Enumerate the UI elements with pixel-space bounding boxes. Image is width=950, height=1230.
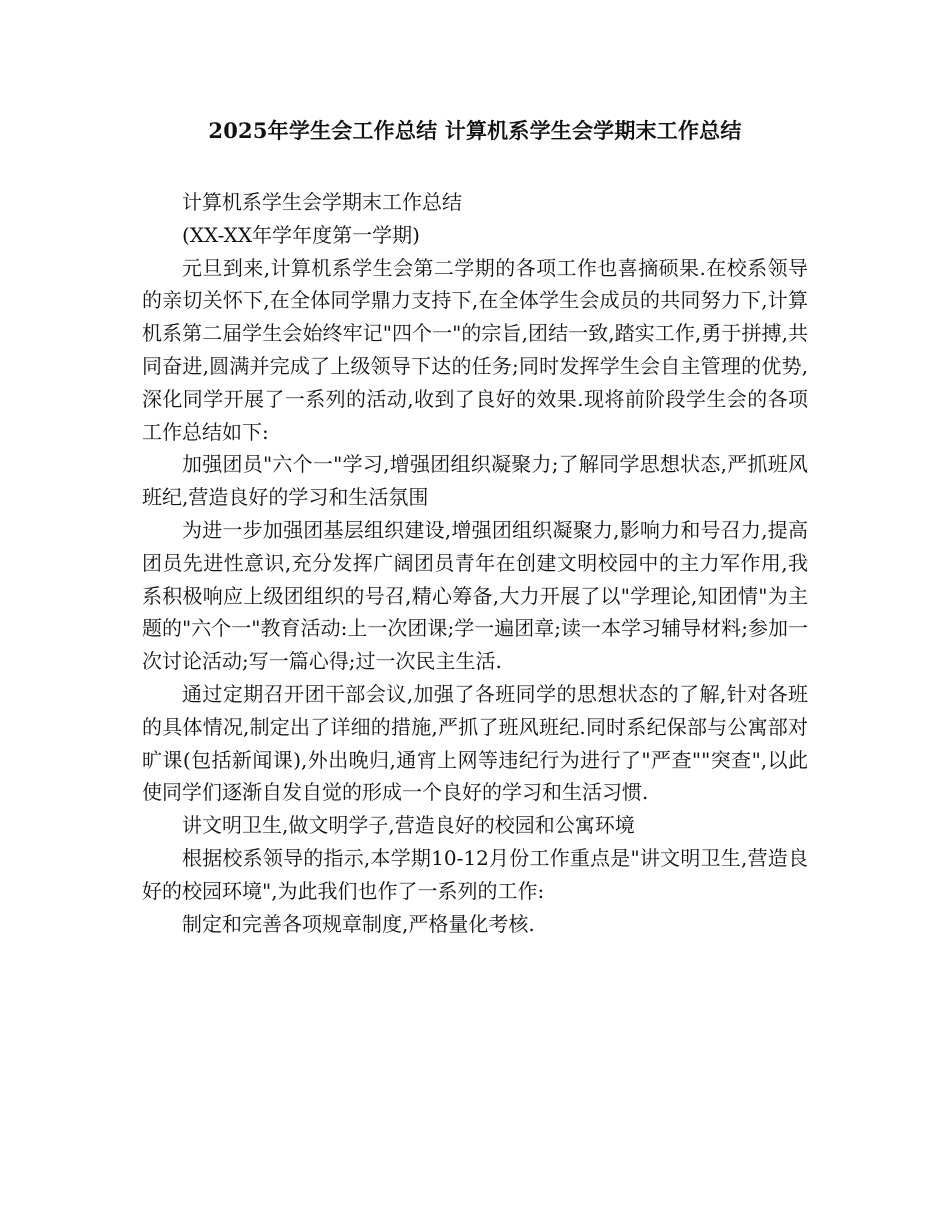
paragraph-discipline: 通过定期召开团干部会议,加强了各班同学的思想状态的了解,针对各班的具体情况,制定出了详细的措施,严抓了班风班纪.同时系纪保部与公寓部对旷课(包括新闻课),外出晚归,通宵上网等违纪行为进行了"严查""突查",以此使同学们逐渐自发自觉的形成一个良好的学习和生活习惯.	[142, 681, 808, 805]
paragraph-heading-hygiene: 讲文明卫生,做文明学子,营造良好的校园和公寓环境	[182, 813, 635, 838]
paragraph-league-activities: 为进一步加强团基层组织建设,增强团组织凝聚力,影响力和号召力,提高团员先进性意识,充分发挥广阔团员青年在创建文明校园中的主力军作用,我系积极响应上级团组织的号召,精心筹备,大力开展了以"学理论,知团情"为主题的"六个一"教育活动:上一次团课;学一遍团章;读一本学习辅导材料;参加一次讨论活动;写一篇心得;过一次民主生活.	[142, 517, 808, 674]
document-body	[142, 186, 808, 940]
paragraph-heading-league: 加强团员"六个一"学习,增强团组织凝聚力;了解同学思想状态,严抓班风班纪,营造良好的学习和生活氛围	[142, 452, 808, 510]
paragraph-term: (XX-XX年学年度第一学期)	[182, 222, 420, 247]
document-title: 2025年学生会工作总结 计算机系学生会学期末工作总结	[208, 118, 742, 143]
paragraph-rules: 制定和完善各项规章制度,严格量化考核.	[182, 911, 535, 936]
paragraph-intro: 元旦到来,计算机系学生会第二学期的各项工作也喜摘硕果.在校系领导的亲切关怀下,在全体同学鼎力支持下,在全体学生会成员的共同努力下,计算机系第二届学生会始终牢记"四个一"的宗旨,团结一致,踏实工作,勇于拼搏,共同奋进,圆满并完成了上级领导下达的任务;同时发挥学生会自主管理的优势,深化同学开展了一系列的活动,收到了良好的效果.现将前阶段学生会的各项工作总结如下:	[142, 255, 808, 444]
paragraph-hygiene-focus: 根据校系领导的指示,本学期10-12月份工作重点是"讲文明卫生,营造良好的校园环境",为此我们也作了一系列的工作:	[142, 845, 808, 903]
paragraph-subtitle: 计算机系学生会学期末工作总结	[182, 190, 462, 214]
